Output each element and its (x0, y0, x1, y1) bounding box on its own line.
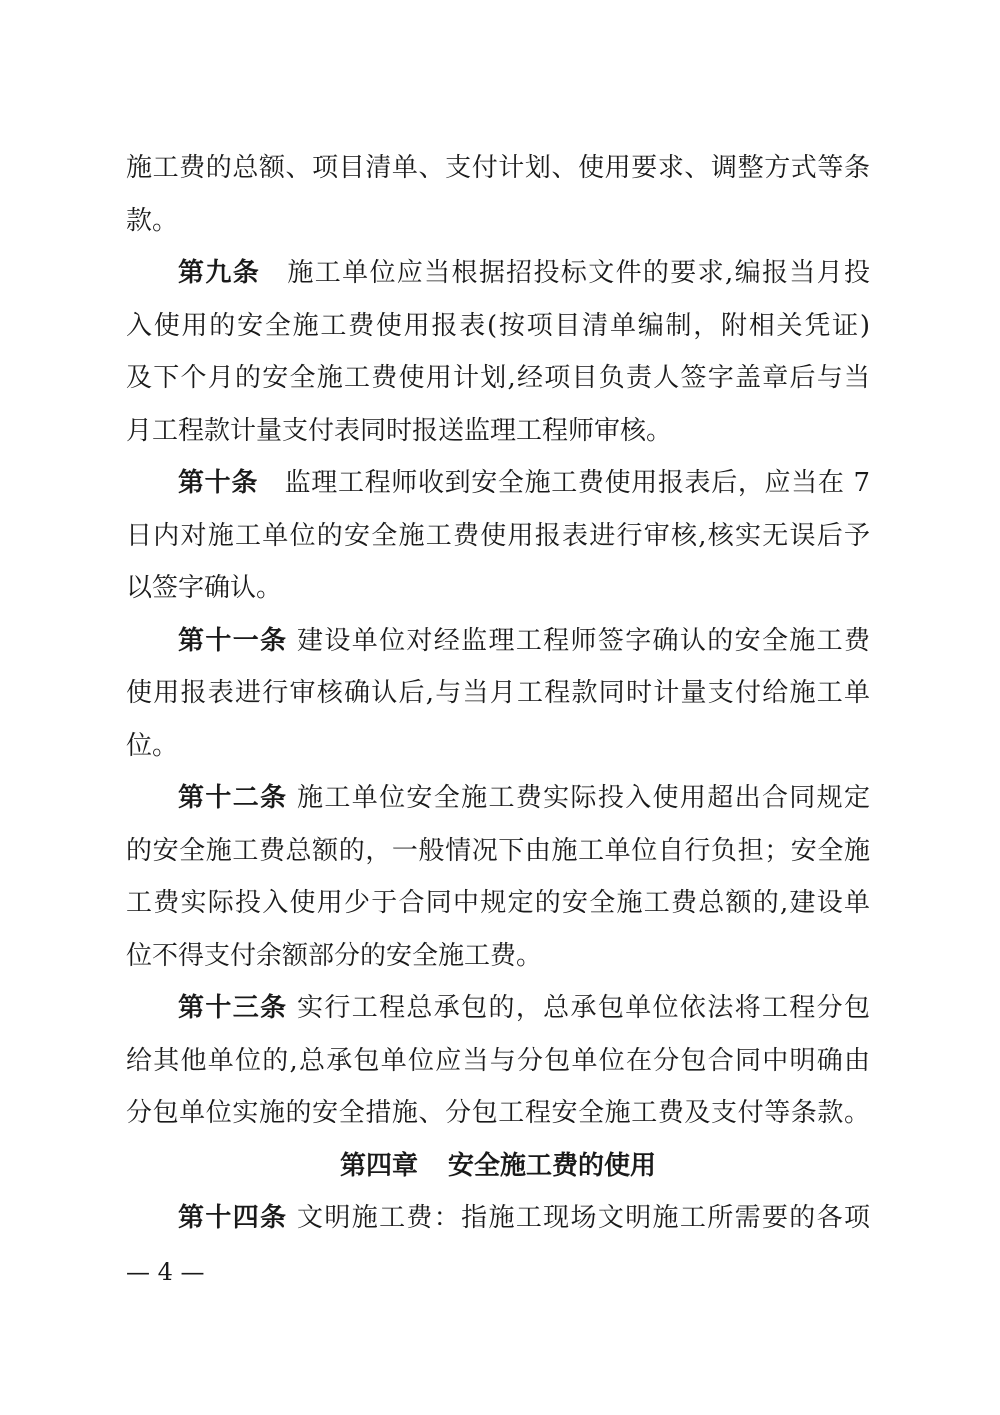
article-9-first-line (126, 247, 870, 300)
article-text: 实行工程总承包的，总承包单位依法将工程分包 (297, 993, 870, 1023)
text-line: 工费实际投入使用少于合同中规定的安全施工费总额的,建设单 (126, 888, 870, 918)
text-line: 位不得支付余额部分的安全施工费。 (126, 940, 543, 971)
text-line: 的安全施工费总额的，一般情况下由施工单位自行负担；安全施 (126, 835, 870, 866)
text-line: 以签字确认。 (126, 573, 283, 603)
document-body (126, 142, 870, 1245)
article-title: 第九条 (178, 258, 261, 288)
text-line: 入使用的安全施工费使用报表(按项目清单编制，附相关凭证) (126, 310, 870, 341)
text-line: 日内对施工单位的安全施工费使用报表进行审核,核实无误后予 (126, 520, 870, 551)
article-11-first-line (126, 615, 870, 668)
text-line: 月工程款计量支付表同时报送监理工程师审核。 (126, 415, 673, 446)
page-number: — 4 — (126, 1258, 205, 1286)
article-text: 监理工程师收到安全施工费使用报表后，应当在 7 (283, 468, 870, 498)
text-line: 施工费的总额、项目清单、支付计划、使用要求、调整方式等条 (126, 153, 870, 183)
text-line: 使用报表进行审核确认后,与当月工程款同时计量支付给施工单 (126, 678, 870, 708)
article-text: 施工单位安全施工费实际投入使用超出合同规定 (297, 783, 870, 813)
article-text: 文明施工费：指施工现场文明施工所需要的各项 (297, 1203, 870, 1233)
article-text: 建设单位对经监理工程师签字确认的安全施工费 (297, 625, 870, 656)
text-line: 位。 (126, 730, 179, 761)
article-title: 第十三条 (178, 993, 288, 1023)
article-title: 第十一条 (178, 625, 288, 656)
article-10-first-line (126, 457, 870, 510)
article-12-first-line (126, 772, 870, 825)
text-line: 及下个月的安全施工费使用计划,经项目负责人签字盖章后与当 (126, 363, 870, 393)
article-14-first-line (126, 1192, 870, 1245)
chapter-number: 第四章 (339, 1150, 418, 1181)
text-line: 分包单位实施的安全措施、分包工程安全施工费及支付等条款。 (126, 1098, 870, 1128)
article-title: 第十四条 (178, 1203, 288, 1233)
chapter-heading (126, 1140, 870, 1193)
article-13-first-line (126, 982, 870, 1035)
text-line: 给其他单位的,总承包单位应当与分包单位在分包合同中明确由 (126, 1045, 870, 1076)
article-title: 第十二条 (178, 783, 288, 813)
chapter-title: 安全施工费的使用 (448, 1150, 657, 1181)
article-title: 第十条 (178, 468, 258, 498)
text-line: 款。 (126, 205, 179, 236)
article-text: 施工单位应当根据招投标文件的要求,编报当月投 (286, 258, 870, 288)
